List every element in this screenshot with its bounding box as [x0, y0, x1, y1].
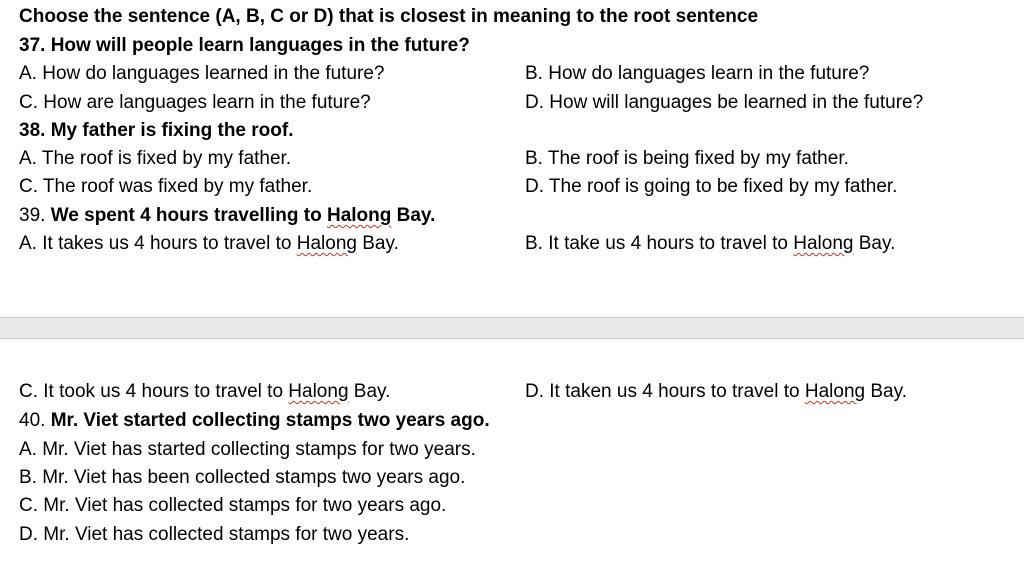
question-38-option-b: B. The roof is being fixed by my father.: [525, 148, 849, 169]
spellcheck-word: Halong: [326, 205, 392, 226]
spellcheck-word: Halong: [793, 233, 854, 254]
question-38-stem: [19, 120, 294, 142]
question-40-stem-text: Mr. Viet started collecting stamps two years ago.: [50, 410, 490, 431]
option-text: C. It took us 4 hours to travel to: [19, 381, 289, 402]
question-39-stem: [19, 205, 435, 227]
spellcheck-word: Halong: [296, 233, 357, 254]
option-text: B. It take us 4 hours to travel to: [525, 233, 794, 254]
question-39-number: 39.: [19, 205, 46, 226]
question-39-stem-pre: We spent 4 hours travelling to: [50, 205, 327, 226]
option-text-end: Bay.: [356, 233, 399, 254]
question-38-option-c: C. The roof was fixed by my father.: [19, 176, 313, 197]
question-39-option-b: [525, 233, 895, 255]
question-40-option-c: C. Mr. Viet has collected stamps for two years ago.: [19, 495, 447, 516]
question-40-option-d: D. Mr. Viet has collected stamps for two years.: [19, 524, 410, 545]
question-40-stem: [19, 410, 490, 432]
question-39-option-c: [19, 381, 390, 403]
question-39-option-d: [525, 381, 907, 403]
question-37-option-d: D. How will languages be learned in the future?: [525, 92, 924, 113]
spellcheck-word: Halong: [288, 381, 349, 402]
question-39-option-a: [19, 233, 399, 255]
option-text-end: Bay.: [865, 381, 907, 402]
option-text-end: Bay.: [853, 233, 896, 254]
question-37-option-a: A. How do languages learned in the future?: [19, 63, 385, 84]
question-39-stem-post: Bay.: [391, 205, 436, 226]
question-37-option-b: B. How do languages learn in the future?: [525, 63, 870, 84]
question-38-option-d: D. The roof is going to be fixed by my father.: [525, 176, 898, 197]
question-40-number: 40.: [19, 410, 46, 431]
question-37-stem: 37. How will people learn languages in the future?: [19, 35, 470, 56]
question-40-option-b: B. Mr. Viet has been collected stamps two years ago.: [19, 467, 466, 488]
page-break: [0, 317, 1024, 339]
question-38-stem-text: 38. My father is fixing the roof.: [19, 120, 294, 141]
instruction-heading: Choose the sentence (A, B, C or D) that is closest in meaning to the root sentence: [19, 6, 759, 27]
option-text: D. It taken us 4 hours to travel to: [525, 381, 805, 402]
question-40-option-a: A. Mr. Viet has started collecting stamps for two years.: [19, 439, 476, 460]
spellcheck-word: Halong: [804, 381, 866, 402]
option-text: A. It takes us 4 hours to travel to: [19, 233, 297, 254]
question-37-option-c: C. How are languages learn in the future?: [19, 92, 371, 113]
question-38-option-a: A. The roof is fixed by my father.: [19, 148, 292, 169]
option-text-end: Bay.: [348, 381, 391, 402]
